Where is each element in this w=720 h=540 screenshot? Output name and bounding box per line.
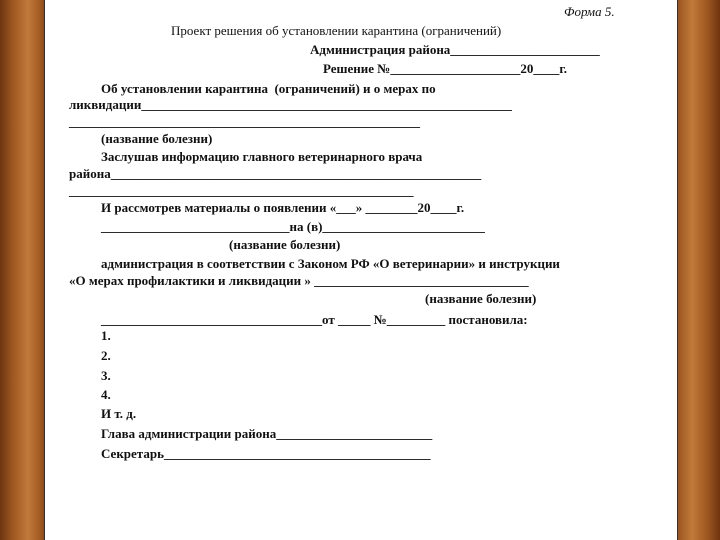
resolution-line: __________________________________от _____ №_________ постановила:	[101, 312, 528, 327]
vet-info-line: Заслушав информацию главного ветеринарного врача	[101, 149, 423, 164]
right-wooden-frame	[676, 0, 720, 540]
liquidation-line: ликвидации_________________________________________________________	[69, 97, 512, 112]
law-line: администрация в соответствии с Законом РФ «О ветеринарии» и инструкции	[101, 256, 560, 271]
decision-number-line: Решение №____________________20____г.	[323, 61, 568, 76]
secretary-signature-line: Секретарь_________________________________________	[101, 446, 431, 461]
materials-line: И рассмотрев материалы о появлении «___» ________20____г.	[101, 200, 465, 215]
disease-name-caption: (название болезни)	[101, 131, 213, 146]
subject-line: Об установлении карантина (ограничений) и о мерах по	[101, 81, 436, 96]
district-line: района_________________________________________________________	[69, 166, 482, 181]
list-item-2: 2.	[101, 348, 111, 363]
location-line: _____________________________на (в)_________________________	[101, 219, 485, 234]
blank-line: _____________________________________________________	[69, 183, 414, 198]
document-page	[44, 0, 678, 540]
disease-name-caption: (название болезни)	[229, 237, 341, 252]
blank-line: ______________________________________________________	[69, 114, 420, 129]
document-title: Проект решения об установлении карантина (ограничений)	[171, 23, 502, 38]
list-item-3: 3.	[101, 368, 111, 383]
administration-line: Администрация района_______________________	[310, 42, 600, 57]
form-label: Форма 5.	[564, 4, 615, 19]
head-signature-line: Глава администрации района________________________	[101, 426, 433, 441]
disease-name-caption: (название болезни)	[425, 291, 537, 306]
list-item-4: 4.	[101, 387, 111, 402]
list-item-etc: И т. д.	[101, 406, 137, 421]
instruction-line: «О мерах профилактики и ликвидации » _________________________________	[69, 273, 529, 288]
list-item-1: 1.	[101, 328, 111, 343]
